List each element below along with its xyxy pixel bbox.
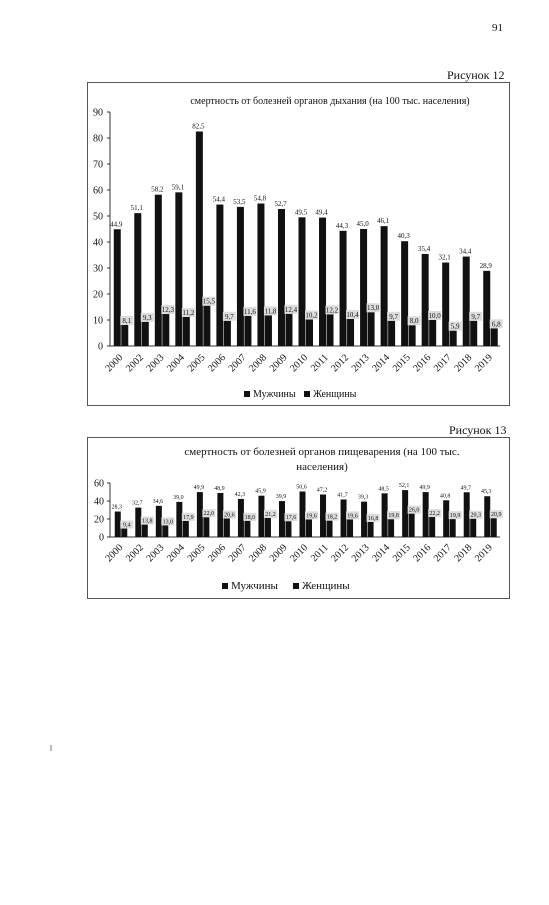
dig-label-women: 19,9: [449, 513, 461, 520]
dig-bar-men: [423, 492, 429, 537]
dig-label-women: 20,9: [490, 512, 502, 519]
resp-x-tick-label: 2007: [226, 352, 249, 375]
dig-y-tick-label: 60: [94, 478, 104, 490]
figure-12-label: Рисунок 12: [447, 68, 505, 82]
dig-label-men: 39,3: [357, 494, 369, 501]
dig-bar-men: [464, 492, 470, 537]
resp-label-men: 52,7: [274, 199, 287, 208]
dig-bar-women: [244, 521, 250, 537]
dig-x-tick-label: 2011: [308, 542, 331, 565]
dig-legend-swatch-women: [293, 583, 299, 589]
dig-label-men: 32,7: [132, 500, 143, 507]
resp-bar-women: [429, 320, 436, 346]
page-mark: [50, 745, 52, 751]
resp-bar-women: [491, 328, 498, 346]
dig-label-men: 48,9: [214, 485, 225, 492]
resp-label-women: 10,2: [305, 311, 318, 320]
dig-label-women: 18,0: [244, 514, 256, 521]
page-number: 91: [492, 22, 503, 34]
resp-bar-men: [381, 226, 388, 346]
dig-label-men: 49,9: [419, 485, 430, 492]
resp-label-men: 44,9: [110, 220, 123, 229]
resp-bar-women: [409, 325, 416, 346]
dig-bar-men: [382, 493, 388, 537]
dig-chart-title-line-2: населения): [296, 461, 348, 473]
dig-legend-swatch-men: [222, 583, 228, 589]
dig-x-tick-label: 2008: [247, 542, 270, 565]
dig-label-men: 45,9: [255, 488, 266, 495]
dig-bar-women: [450, 519, 456, 537]
resp-bar-women: [162, 314, 169, 346]
resp-x-tick-label: 2004: [165, 352, 187, 375]
resp-label-women: 11,6: [243, 307, 256, 316]
resp-bar-men: [175, 192, 182, 346]
resp-label-women: 8,1: [122, 316, 132, 325]
dig-label-women: 26,0: [408, 507, 420, 514]
dig-label-women: 19,6: [306, 513, 317, 520]
dig-y-tick-label: 0: [99, 532, 104, 544]
resp-x-tick-label: 2010: [288, 352, 311, 375]
resp-label-men: 40,3: [397, 232, 410, 241]
resp-label-women: 12,3: [161, 306, 174, 315]
dig-y-tick-label: 40: [94, 496, 104, 508]
resp-legend-swatch-women: [304, 391, 310, 397]
resp-bar-men: [257, 204, 264, 346]
dig-label-women: 22,0: [203, 511, 215, 518]
resp-x-tick-label: 2005: [185, 352, 208, 375]
dig-label-men: 49,9: [193, 485, 205, 492]
dig-bar-women: [183, 521, 189, 537]
dig-x-tick-label: 2019: [472, 542, 495, 565]
resp-bar-women: [368, 312, 375, 346]
resp-label-women: 13,0: [366, 304, 380, 313]
dig-bar-women: [491, 518, 497, 537]
dig-label-women: 17,6: [285, 515, 297, 522]
dig-x-tick-label: 2015: [390, 542, 413, 565]
dig-label-women: 18,2: [326, 514, 338, 521]
dig-label-women: 19,8: [388, 513, 399, 520]
dig-bar-men: [135, 508, 141, 537]
resp-bar-women: [121, 325, 128, 346]
dig-x-tick-label: 2004: [165, 542, 187, 565]
resp-legend-label-men: Мужчины: [253, 389, 296, 400]
resp-x-tick-label: 2008: [247, 352, 270, 375]
resp-label-men: 54,8: [253, 194, 267, 203]
resp-y-tick-label: 80: [93, 133, 103, 145]
resp-bar-men: [463, 257, 470, 346]
resp-x-tick-label: 2015: [390, 352, 413, 375]
resp-bar-men: [278, 209, 285, 346]
dig-bar-men: [258, 496, 264, 537]
resp-label-men: 51,1: [130, 204, 143, 213]
resp-label-men: 49,4: [315, 208, 328, 217]
dig-x-tick-label: 2016: [411, 542, 434, 565]
resp-bar-men: [442, 263, 449, 346]
dig-label-men: 41,7: [337, 492, 348, 499]
resp-label-women: 11,8: [264, 307, 277, 316]
resp-label-men: 34,4: [459, 247, 472, 256]
resp-bar-men: [360, 229, 367, 346]
dig-label-women: 13,0: [162, 519, 174, 526]
resp-label-women: 11,2: [182, 308, 195, 317]
resp-y-tick-label: 30: [93, 263, 103, 275]
dig-bar-women: [470, 519, 476, 537]
dig-bar-women: [224, 518, 230, 537]
dig-label-women: 22,2: [429, 511, 440, 518]
dig-label-men: 45,3: [480, 489, 492, 496]
dig-label-men: 48,5: [378, 486, 389, 493]
dig-legend-label-women: Женщины: [302, 580, 350, 592]
dig-label-women: 16,8: [367, 515, 379, 522]
dig-label-men: 39,9: [275, 494, 287, 501]
dig-label-men: 34,6: [152, 498, 164, 505]
resp-bar-women: [142, 322, 149, 346]
dig-x-tick-label: 2007: [226, 542, 249, 565]
dig-bar-men: [176, 502, 182, 537]
dig-bar-women: [347, 519, 353, 537]
dig-bar-men: [238, 499, 244, 537]
resp-label-men: 54,4: [212, 195, 226, 204]
dig-label-women: 20,3: [470, 512, 481, 519]
resp-bar-women: [183, 317, 190, 346]
dig-bar-women: [368, 522, 374, 537]
resp-bar-men: [134, 213, 141, 346]
dig-bar-men: [115, 512, 121, 537]
dig-bar-men: [279, 501, 285, 537]
resp-x-tick-label: 2006: [206, 352, 229, 375]
resp-bar-men: [114, 229, 121, 346]
resp-label-men: 59,1: [171, 183, 184, 192]
resp-label-women: 10,4: [346, 310, 359, 319]
dig-label-women: 20,6: [224, 512, 235, 519]
resp-bar-men: [483, 271, 490, 346]
resp-x-tick-label: 2019: [472, 352, 495, 375]
dig-bar-men: [341, 499, 347, 537]
dig-x-tick-label: 2006: [206, 542, 229, 565]
resp-label-men: 46,1: [376, 217, 390, 226]
dig-label-men: 50,6: [296, 484, 307, 491]
resp-x-tick-label: 2018: [452, 352, 475, 375]
dig-bar-men: [484, 496, 490, 537]
dig-bar-women: [285, 521, 291, 537]
resp-y-tick-label: 20: [93, 289, 103, 301]
dig-bar-women: [388, 519, 394, 537]
dig-label-men: 52,1: [398, 483, 410, 490]
resp-bar-women: [327, 314, 334, 346]
dig-bar-men: [402, 490, 408, 537]
resp-y-tick-label: 90: [93, 107, 103, 119]
resp-chart-title: смертность от болезней органов дыхания (на 100 тыс. населения): [190, 96, 470, 107]
dig-x-tick-label: 2003: [144, 542, 167, 565]
resp-bar-men: [401, 241, 408, 346]
dig-label-men: 47,2: [316, 487, 328, 494]
resp-bar-men: [155, 195, 162, 346]
resp-bar-men: [196, 132, 203, 347]
dig-bar-women: [327, 521, 333, 537]
dig-x-tick-label: 2002: [123, 542, 146, 565]
dig-x-tick-label: 2012: [329, 542, 352, 565]
resp-x-tick-label: 2009: [267, 352, 290, 375]
resp-label-women: 12,4: [284, 305, 298, 314]
resp-bar-women: [285, 314, 292, 346]
resp-label-women: 12,2: [325, 306, 339, 315]
resp-label-men: 45,0: [356, 220, 369, 228]
dig-bar-men: [217, 493, 223, 537]
resp-label-men: 32,1: [438, 253, 451, 262]
resp-label-women: 9,3: [142, 313, 152, 322]
dig-bar-women: [265, 518, 271, 537]
resp-y-tick-label: 0: [98, 341, 103, 353]
resp-bar-men: [340, 231, 347, 346]
resp-bar-women: [470, 321, 477, 346]
dig-bar-men: [320, 495, 326, 537]
dig-label-women: 19,6: [347, 513, 358, 520]
dig-bar-women: [121, 529, 127, 537]
resp-label-women: 9,7: [389, 312, 398, 321]
resp-label-women: 5,9: [450, 322, 460, 331]
resp-label-men: 35,4: [418, 244, 431, 253]
resp-x-tick-label: 2003: [144, 352, 167, 375]
resp-label-men: 82,5: [192, 122, 205, 131]
dig-x-tick-label: 2014: [370, 542, 393, 565]
resp-x-tick-label: 2002: [123, 352, 146, 375]
resp-y-tick-label: 10: [93, 315, 103, 327]
dig-x-tick-label: 2000: [103, 542, 126, 565]
resp-x-tick-label: 2000: [103, 352, 126, 375]
resp-y-tick-label: 70: [93, 159, 103, 171]
resp-label-men: 58,2: [151, 185, 164, 194]
dig-label-men: 49,7: [460, 485, 471, 492]
resp-label-women: 9,7: [225, 312, 234, 321]
resp-bar-women: [203, 306, 210, 346]
dig-label-men: 28,3: [111, 504, 123, 511]
resp-y-tick-label: 60: [93, 185, 103, 197]
resp-label-men: 44,3: [335, 221, 349, 230]
dig-bar-women: [142, 525, 148, 537]
dig-x-tick-label: 2018: [452, 542, 475, 565]
dig-bar-women: [162, 525, 168, 537]
resp-bar-men: [237, 207, 244, 346]
resp-label-women: 15,5: [202, 297, 215, 306]
resp-bar-women: [450, 331, 457, 346]
resp-bar-men: [216, 205, 223, 346]
resp-label-women: 8,0: [409, 317, 419, 326]
dig-label-men: 42,3: [234, 491, 246, 498]
dig-y-tick-label: 20: [94, 514, 104, 526]
figure-13-label: Рисунок 13: [449, 423, 507, 437]
dig-label-men: 39,0: [173, 494, 184, 501]
dig-bar-women: [203, 517, 209, 537]
resp-bar-women: [388, 321, 395, 346]
dig-x-tick-label: 2009: [267, 542, 290, 565]
resp-label-women: 10,0: [428, 312, 441, 320]
dig-x-tick-label: 2010: [288, 542, 311, 565]
resp-label-men: 49,5: [294, 208, 308, 217]
resp-x-tick-label: 2016: [411, 352, 434, 375]
resp-x-tick-label: 2017: [431, 352, 454, 375]
dig-bar-men: [443, 500, 449, 537]
dig-bar-women: [429, 517, 435, 537]
dig-x-tick-label: 2005: [185, 542, 208, 565]
dig-label-women: 13,8: [142, 518, 153, 525]
resp-y-tick-label: 50: [93, 211, 103, 223]
dig-x-tick-label: 2013: [349, 542, 372, 565]
dig-bar-men: [156, 506, 162, 537]
resp-bar-men: [422, 254, 429, 346]
resp-bar-women: [306, 319, 313, 346]
resp-legend-label-women: Женщины: [313, 389, 357, 400]
dig-bar-women: [409, 514, 415, 537]
resp-label-men: 28,9: [479, 261, 492, 270]
resp-label-women: 9,7: [471, 312, 481, 321]
dig-label-women: 21,2: [265, 511, 276, 518]
resp-x-tick-label: 2013: [349, 352, 372, 375]
resp-x-tick-label: 2014: [370, 352, 393, 375]
resp-label-women: 6,8: [491, 320, 501, 329]
resp-bar-men: [299, 217, 306, 346]
resp-x-tick-label: 2012: [329, 352, 352, 375]
resp-bar-women: [347, 319, 354, 346]
dig-label-women: 17,9: [183, 514, 194, 521]
resp-x-tick-label: 2011: [308, 352, 331, 375]
dig-chart-title-line-1: смертность от болезней органов пищеварения (на 100 тыс.: [184, 446, 460, 458]
dig-bar-men: [197, 492, 203, 537]
resp-bar-women: [265, 315, 272, 346]
dig-bar-women: [306, 519, 312, 537]
dig-legend-label-men: Мужчины: [231, 580, 278, 592]
dig-label-women: 9,4: [123, 522, 131, 529]
dig-bar-men: [361, 502, 367, 537]
resp-y-tick-label: 40: [93, 237, 103, 249]
resp-bar-men: [319, 218, 326, 346]
resp-bar-women: [224, 321, 231, 346]
dig-x-tick-label: 2017: [431, 542, 454, 565]
dig-bar-men: [300, 491, 306, 537]
resp-bar-women: [244, 316, 251, 346]
resp-legend-swatch-men: [244, 391, 250, 397]
dig-label-men: 40,8: [439, 493, 451, 500]
resp-label-men: 53,5: [233, 197, 246, 206]
